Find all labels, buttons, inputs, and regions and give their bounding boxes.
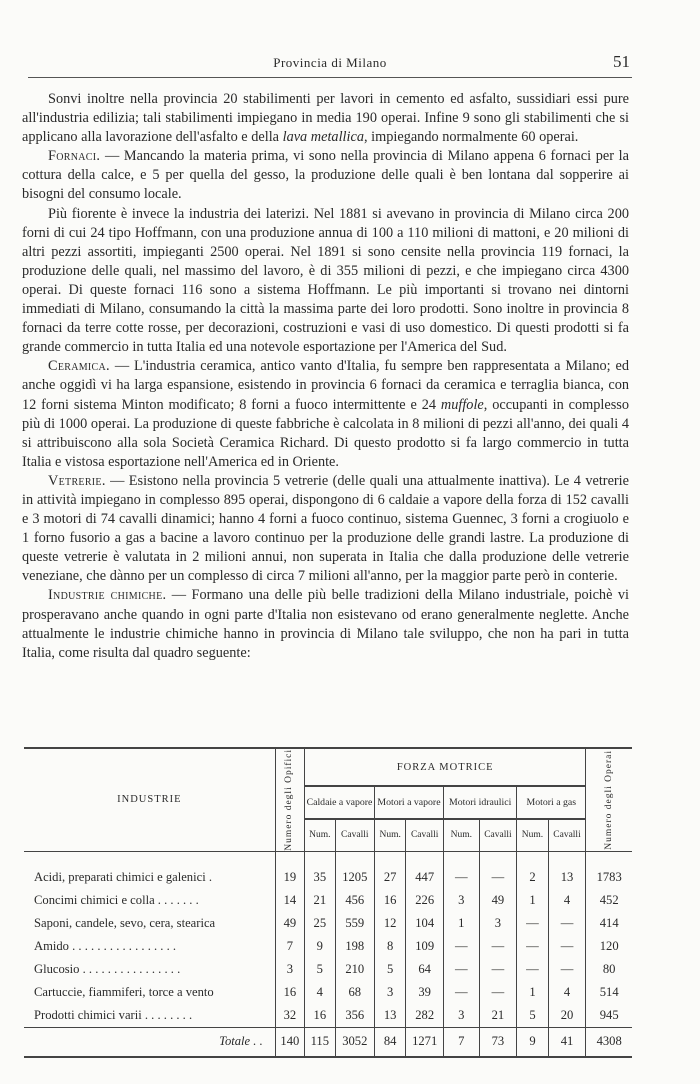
cell-gas-num: 1 xyxy=(517,889,548,912)
cell-operai: 452 xyxy=(599,892,619,907)
running-title: Provincia di Milano xyxy=(273,55,387,70)
cell-idraulici-num xyxy=(444,935,480,958)
paragraph-fornaci xyxy=(22,147,629,204)
cell-gas-cavalli: 4 xyxy=(548,981,586,1004)
table-row xyxy=(24,935,632,958)
cell-vapore-num: 27 xyxy=(374,851,405,889)
industrie-chimiche-table xyxy=(24,747,632,1058)
cell-operai: 4308 xyxy=(586,1027,632,1057)
cell-idraulici-num: 1 xyxy=(444,912,480,935)
unit-num: Num. xyxy=(517,819,548,851)
cell-vapore-cavalli: 282 xyxy=(406,1004,444,1028)
cell-idraulici-num: 3 xyxy=(444,889,480,912)
cell-caldaie-num: 9 xyxy=(305,935,336,958)
cell-vapore-num: 16 xyxy=(374,889,405,912)
page-header xyxy=(30,52,630,78)
cell-vapore-num: 84 xyxy=(374,1027,405,1057)
table-row xyxy=(24,981,632,1004)
cell-idraulici-cavalli: 73 xyxy=(479,1027,517,1057)
body-text xyxy=(22,90,629,663)
cell-opifici: 3 xyxy=(275,958,304,981)
cell-caldaie-num: 21 xyxy=(305,889,336,912)
cell-vapore-cavalli: 109 xyxy=(406,935,444,958)
table-row xyxy=(24,912,632,935)
cell-caldaie-cavalli: 198 xyxy=(335,935,374,958)
cell-gas-num xyxy=(517,912,548,935)
unit-num: Num. xyxy=(374,819,405,851)
cell-vapore-cavalli: 64 xyxy=(406,958,444,981)
cell-idraulici-cavalli xyxy=(479,958,517,981)
cell-gas-cavalli: 41 xyxy=(548,1027,586,1057)
cell-operai: 945 xyxy=(599,1007,619,1022)
industry-name: Cartuccie, fiammiferi, torce a vento xyxy=(24,981,275,1004)
table-row xyxy=(24,1004,632,1028)
cell-vapore-num: 5 xyxy=(374,958,405,981)
cell-vapore-num: 12 xyxy=(374,912,405,935)
cell-caldaie-cavalli: 559 xyxy=(335,912,374,935)
cell-caldaie-num: 5 xyxy=(305,958,336,981)
total-label: Totale . . xyxy=(24,1027,275,1057)
cell-caldaie-num: 35 xyxy=(305,851,336,889)
table-row xyxy=(24,851,632,889)
italic-term: lava metallica xyxy=(282,129,364,146)
paragraph-text: Sonvi inoltre nella provincia 20 stabilimenti per lavori in cemento ed asfalto, sussidiari essi pure all'industria edilizia; tali stabilimenti impiegano in media 190 operai. Infine 9 sono gli stabilimenti che si applicano alla lavorazione dell'asfalto e della xyxy=(22,91,629,146)
cell-vapore-cavalli: 226 xyxy=(406,889,444,912)
cell-operai: 120 xyxy=(599,938,619,953)
cell-idraulici-cavalli xyxy=(479,851,517,889)
unit-cavalli: Cavalli xyxy=(335,819,374,851)
cell-vapore-cavalli: 1271 xyxy=(406,1027,444,1057)
cell-caldaie-cavalli: 1205 xyxy=(335,851,374,889)
cell-operai: 414 xyxy=(599,915,619,930)
col-header-opifici-text: Numero degli Opifici xyxy=(284,749,295,851)
cell-idraulici-num xyxy=(444,851,480,889)
cell-caldaie-cavalli: 3052 xyxy=(335,1027,374,1057)
paragraph-vetrerie xyxy=(22,472,629,587)
paragraph-cemento xyxy=(22,90,629,147)
col-header-forza-motrice: FORZA MOTRICE xyxy=(305,748,586,786)
industry-name: Concimi chimici e colla . . . . . . . xyxy=(24,889,275,912)
unit-num: Num. xyxy=(444,819,480,851)
group-caldaie-vapore: Caldaie a vapore xyxy=(305,786,375,819)
cell-gas-cavalli xyxy=(548,912,586,935)
cell-opifici: 49 xyxy=(275,912,304,935)
paragraph-text: , occupanti in complesso più di 1000 operai. La produzione di queste fabbriche è calcolata in 8 milioni di pezzi all'anno, dei quali 4 si attribuiscono alla sola Società Ceramica Richard. Di questo prodotto si fa largo commercio in tutta Italia e vistosa esportazione nell'America ed in Oriente. xyxy=(22,396,629,470)
cell-idraulici-cavalli: 21 xyxy=(479,1004,517,1028)
cell-caldaie-num: 25 xyxy=(305,912,336,935)
cell-gas-num xyxy=(517,958,548,981)
industry-name: Saponi, candele, sevo, cera, stearica xyxy=(24,912,275,935)
cell-caldaie-cavalli: 356 xyxy=(335,1004,374,1028)
cell-caldaie-cavalli: 210 xyxy=(335,958,374,981)
cell-gas-cavalli: 20 xyxy=(548,1004,586,1028)
industry-name: Amido . . . . . . . . . . . . . . . . . xyxy=(24,935,275,958)
paragraph-text: — Mancando la materia prima, vi sono nella provincia di Milano appena 6 fornaci per la cottura della calce, e 5 per quella del gesso, la produzione delle quali è ben lontana dal sopperire ai bisogni del consumo locale. xyxy=(22,148,629,203)
section-lead: Fornaci. xyxy=(48,148,101,165)
cell-caldaie-cavalli: 456 xyxy=(335,889,374,912)
unit-cavalli: Cavalli xyxy=(548,819,586,851)
col-header-opifici xyxy=(275,748,304,851)
industry-name: Acidi, preparati chimici e galenici . xyxy=(24,851,275,889)
group-motori-gas: Motori a gas xyxy=(517,786,586,819)
cell-caldaie-num: 4 xyxy=(305,981,336,1004)
cell-idraulici-cavalli: 3 xyxy=(479,912,517,935)
cell-caldaie-num: 115 xyxy=(305,1027,336,1057)
group-motori-idraulici: Motori idraulici xyxy=(444,786,517,819)
cell-idraulici-num: 3 xyxy=(444,1004,480,1028)
cell-vapore-cavalli: 447 xyxy=(406,851,444,889)
cell-idraulici-num xyxy=(444,981,480,1004)
cell-gas-num: 1 xyxy=(517,981,548,1004)
cell-vapore-cavalli: 39 xyxy=(406,981,444,1004)
italic-term: muffole xyxy=(440,396,484,413)
cell-idraulici-num xyxy=(444,958,480,981)
cell-gas-num: 2 xyxy=(517,851,548,889)
paragraph-chimiche xyxy=(22,586,629,662)
cell-idraulici-cavalli xyxy=(479,981,517,1004)
cell-operai: 80 xyxy=(602,961,616,976)
total-row xyxy=(24,1027,632,1057)
col-header-industrie: INDUSTRIE xyxy=(24,748,275,851)
cell-gas-cavalli xyxy=(548,935,586,958)
cell-operai: 1783 xyxy=(596,869,622,884)
cell-opifici: 7 xyxy=(275,935,304,958)
unit-cavalli: Cavalli xyxy=(406,819,444,851)
cell-idraulici-num: 7 xyxy=(444,1027,480,1057)
paragraph-laterizi: Più fiorente è invece la industria dei laterizi. Nel 1881 si avevano in provincia di Milano circa 200 forni di cui 24 tipo Hoffmann, con una produzione annua di 100 a 110 milioni di mattoni, e 20 milioni di altri pezzi assortiti, impieganti 2500 operai. Nel 1891 si sono censite nella provincia 119 fornaci, la produzione delle quali, nel massimo del lavoro, è di 355 milioni di pezzi, e che impiegano circa 4300 operai. Di queste fornaci 116 sono a sistema Hoffmann. Le più importanti si trovano nei dintorni immediati di Milano, consumando la città la massima parte dei loro prodotti. Sono inoltre in provincia 8 fornaci da terre cotte rosse, per decorazioni, costruzioni e vasi di uso domestico. Di questi prodotti si fa grande commercio in tutta Italia ed una notevole esportazione per l'America del Sud. xyxy=(22,205,629,356)
cell-opifici: 14 xyxy=(275,889,304,912)
paragraph-text: — Esistono nella provincia 5 vetrerie (delle quali una attualmente inattiva). Le 4 vetrerie in attività impiegano in complesso 895 operai, dispongono di 6 caldaie a vapore della forza di 152 cavalli e 3 motori di 74 cavalli dinamici; hanno 4 forni a fuoco continuo, sistema Guennec, 3 forni a crogiuolo e 1 forno fusorio a gas a bacine a lavoro continuo per la produzione delle grandi lastre. La produzione di queste vetrerie è valutata in 2 milioni annui, non superata in Italia che dalla produzione delle vetrerie veneziane, che dànno per un complesso di circa 7 milioni all'anno, per la maggior parte però in conterie. xyxy=(22,472,629,585)
cell-gas-cavalli xyxy=(548,958,586,981)
page-number: 51 xyxy=(613,52,630,71)
cell-caldaie-cavalli: 68 xyxy=(335,981,374,1004)
industry-name: Glucosio . . . . . . . . . . . . . . . . xyxy=(24,958,275,981)
col-header-operai xyxy=(586,748,632,851)
cell-gas-cavalli: 13 xyxy=(548,851,586,889)
cell-opifici: 16 xyxy=(275,981,304,1004)
group-motori-vapore: Motori a vapore xyxy=(374,786,443,819)
cell-vapore-num: 3 xyxy=(374,981,405,1004)
header-rule xyxy=(28,77,632,78)
paragraph-text: , impiegando normalmente 60 operai. xyxy=(363,129,579,146)
cell-opifici: 32 xyxy=(275,1004,304,1028)
cell-vapore-cavalli: 104 xyxy=(406,912,444,935)
cell-gas-num xyxy=(517,935,548,958)
paragraph-ceramica xyxy=(22,357,629,472)
paragraph-text: — Formano una delle più belle tradizioni della Milano industriale, poichè vi prosperavano anche quando in ogni parte d'Italia non esistevano od erano generalmente neglette. Anche attualmente le industrie chimiche hanno in provincia di Milano tale sviluppo, che non ha pari in tutta Italia, come risulta dal quadro seguente: xyxy=(22,587,629,661)
section-lead: Vetrerie. xyxy=(48,472,106,489)
table-row xyxy=(24,958,632,981)
unit-num: Num. xyxy=(305,819,336,851)
paragraph-text: — L'industria ceramica, antico vanto d'Italia, fu sempre ben rappresentata a Milano; ed anche oggidì vi ha larga espansione, esistendo in provincia 6 fornaci da ceramica e terraglia bianca, con 12 forni sistema Minton modificato; 8 forni a fuoco intermittente e 24 xyxy=(22,358,629,413)
unit-cavalli: Cavalli xyxy=(479,819,517,851)
cell-vapore-num: 13 xyxy=(374,1004,405,1028)
section-lead: Ceramica. xyxy=(48,358,110,375)
cell-operai: 514 xyxy=(599,984,619,999)
cell-gas-num: 9 xyxy=(517,1027,548,1057)
cell-gas-cavalli: 4 xyxy=(548,889,586,912)
cell-caldaie-num: 16 xyxy=(305,1004,336,1028)
table-row xyxy=(24,889,632,912)
cell-gas-num: 5 xyxy=(517,1004,548,1028)
industry-name: Prodotti chimici varii . . . . . . . . xyxy=(24,1004,275,1028)
col-header-operai-text: Numero degli Operai xyxy=(603,750,614,850)
cell-idraulici-cavalli: 49 xyxy=(479,889,517,912)
cell-idraulici-cavalli xyxy=(479,935,517,958)
cell-vapore-num: 8 xyxy=(374,935,405,958)
cell-opifici: 140 xyxy=(275,1027,304,1057)
section-lead: Industrie chimiche. xyxy=(48,587,167,604)
cell-opifici: 19 xyxy=(275,851,304,889)
